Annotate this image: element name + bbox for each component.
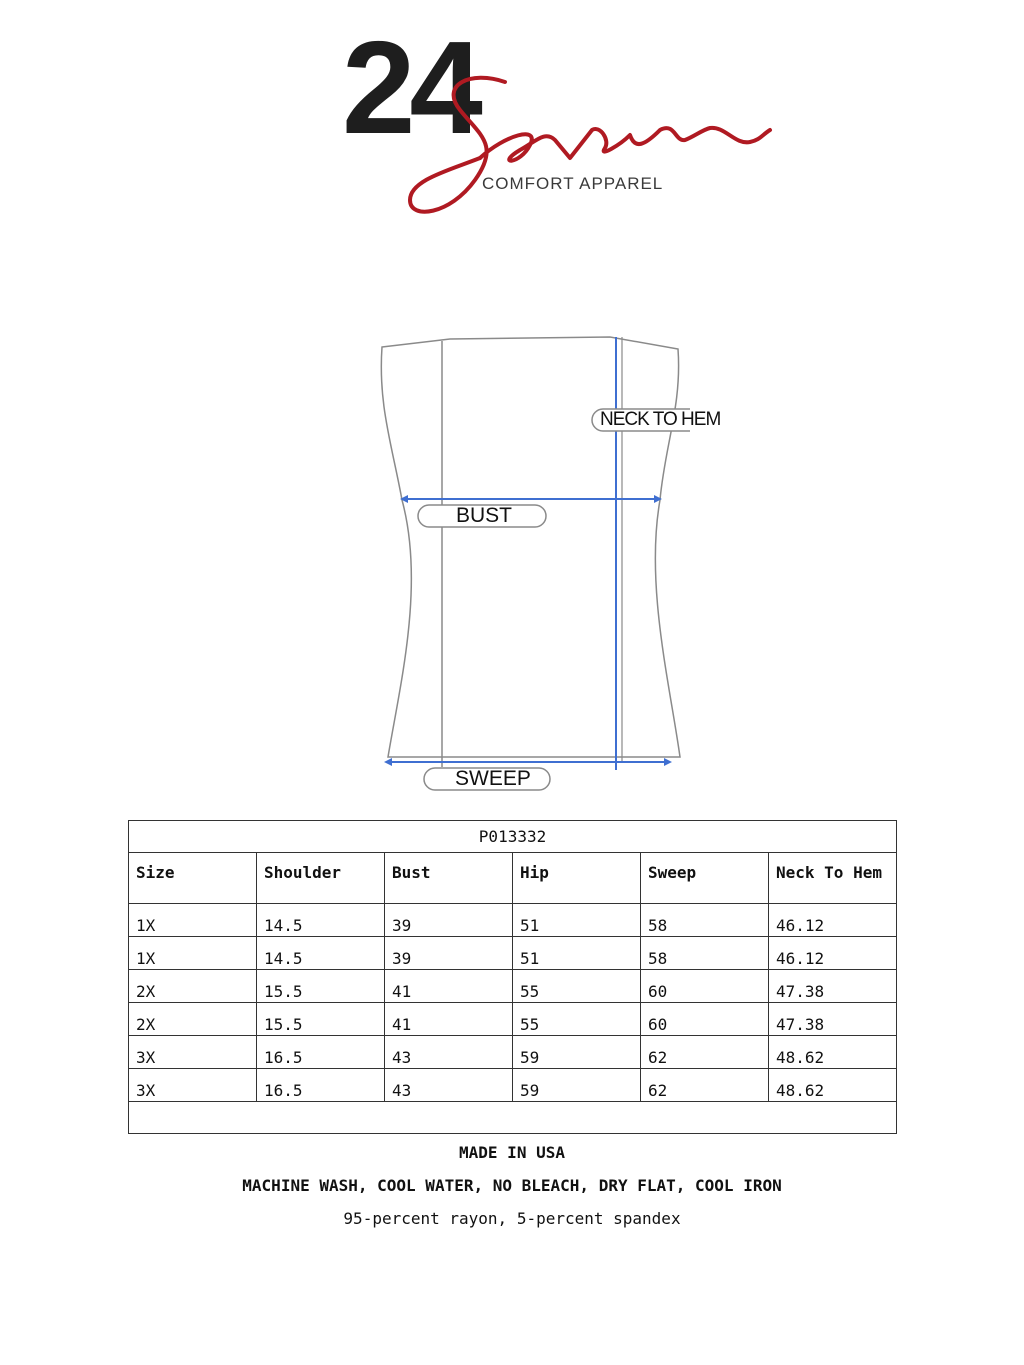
cell-neck-to-hem: 46.12 [769,904,897,937]
logo-script-seven [330,30,780,230]
cell-hip: 59 [513,1036,641,1069]
cell-shoulder: 15.5 [257,970,385,1003]
sweep-label: SWEEP [455,767,531,790]
cell-sweep: 58 [641,937,769,970]
header-size: Size [129,853,257,904]
cell-sweep: 60 [641,970,769,1003]
cell-bust: 43 [385,1036,513,1069]
header-shoulder: Shoulder [257,853,385,904]
cell-shoulder: 15.5 [257,1003,385,1036]
cell-size: 2X [129,1003,257,1036]
cell-neck-to-hem: 48.62 [769,1069,897,1102]
cell-neck-to-hem: 47.38 [769,970,897,1003]
table-row [129,970,897,1003]
cell-hip: 55 [513,970,641,1003]
garment-sketch [370,325,690,805]
garment-diagram [370,325,721,805]
table-row [129,904,897,937]
cell-bust: 39 [385,904,513,937]
cell-sweep: 60 [641,1003,769,1036]
brand-logo [330,14,780,230]
cell-size: 3X [129,1036,257,1069]
header-sweep: Sweep [641,853,769,904]
bust-label: BUST [456,504,513,527]
cell-hip: 51 [513,937,641,970]
cell-shoulder: 14.5 [257,937,385,970]
care-instructions: MACHINE WASH, COOL WATER, NO BLEACH, DRY FLAT, COOL IRON [242,1176,782,1195]
cell-bust: 43 [385,1069,513,1102]
cell-hip: 51 [513,904,641,937]
cell-size: 1X [129,904,257,937]
cell-neck-to-hem: 46.12 [769,937,897,970]
table-row [129,1003,897,1036]
origin-text: MADE IN USA [459,1143,565,1162]
cell-sweep: 58 [641,904,769,937]
cell-size: 3X [129,1069,257,1102]
fabric-content: 95-percent rayon, 5-percent spandex [343,1209,681,1228]
table-empty-row [129,1102,897,1134]
table-row [129,937,897,970]
cell-sweep: 62 [641,1069,769,1102]
cell-hip: 55 [513,1003,641,1036]
table-row [129,1069,897,1102]
header-hip: Hip [513,853,641,904]
cell-bust: 41 [385,1003,513,1036]
logo-tagline: COMFORT APPAREL [482,174,664,193]
cell-neck-to-hem: 48.62 [769,1036,897,1069]
product-info-footer [0,1140,1024,1239]
garment-outline [381,337,680,757]
cell-shoulder: 14.5 [257,904,385,937]
table-header-row [129,853,897,904]
cell-shoulder: 16.5 [257,1036,385,1069]
cell-bust: 41 [385,970,513,1003]
cell-size: 1X [129,937,257,970]
size-chart-table [128,820,897,1134]
cell-sweep: 62 [641,1036,769,1069]
table-row [129,1036,897,1069]
cell-size: 2X [129,970,257,1003]
header-bust: Bust [385,853,513,904]
header-neck-to-hem: Neck To Hem [769,853,897,904]
cell-neck-to-hem: 47.38 [769,1003,897,1036]
cell-hip: 59 [513,1069,641,1102]
neck-to-hem-label: NECK TO HEM [600,409,721,430]
cell-shoulder: 16.5 [257,1069,385,1102]
style-number: P013332 [129,821,897,853]
cell-bust: 39 [385,937,513,970]
logo-number: 24 [342,14,477,161]
